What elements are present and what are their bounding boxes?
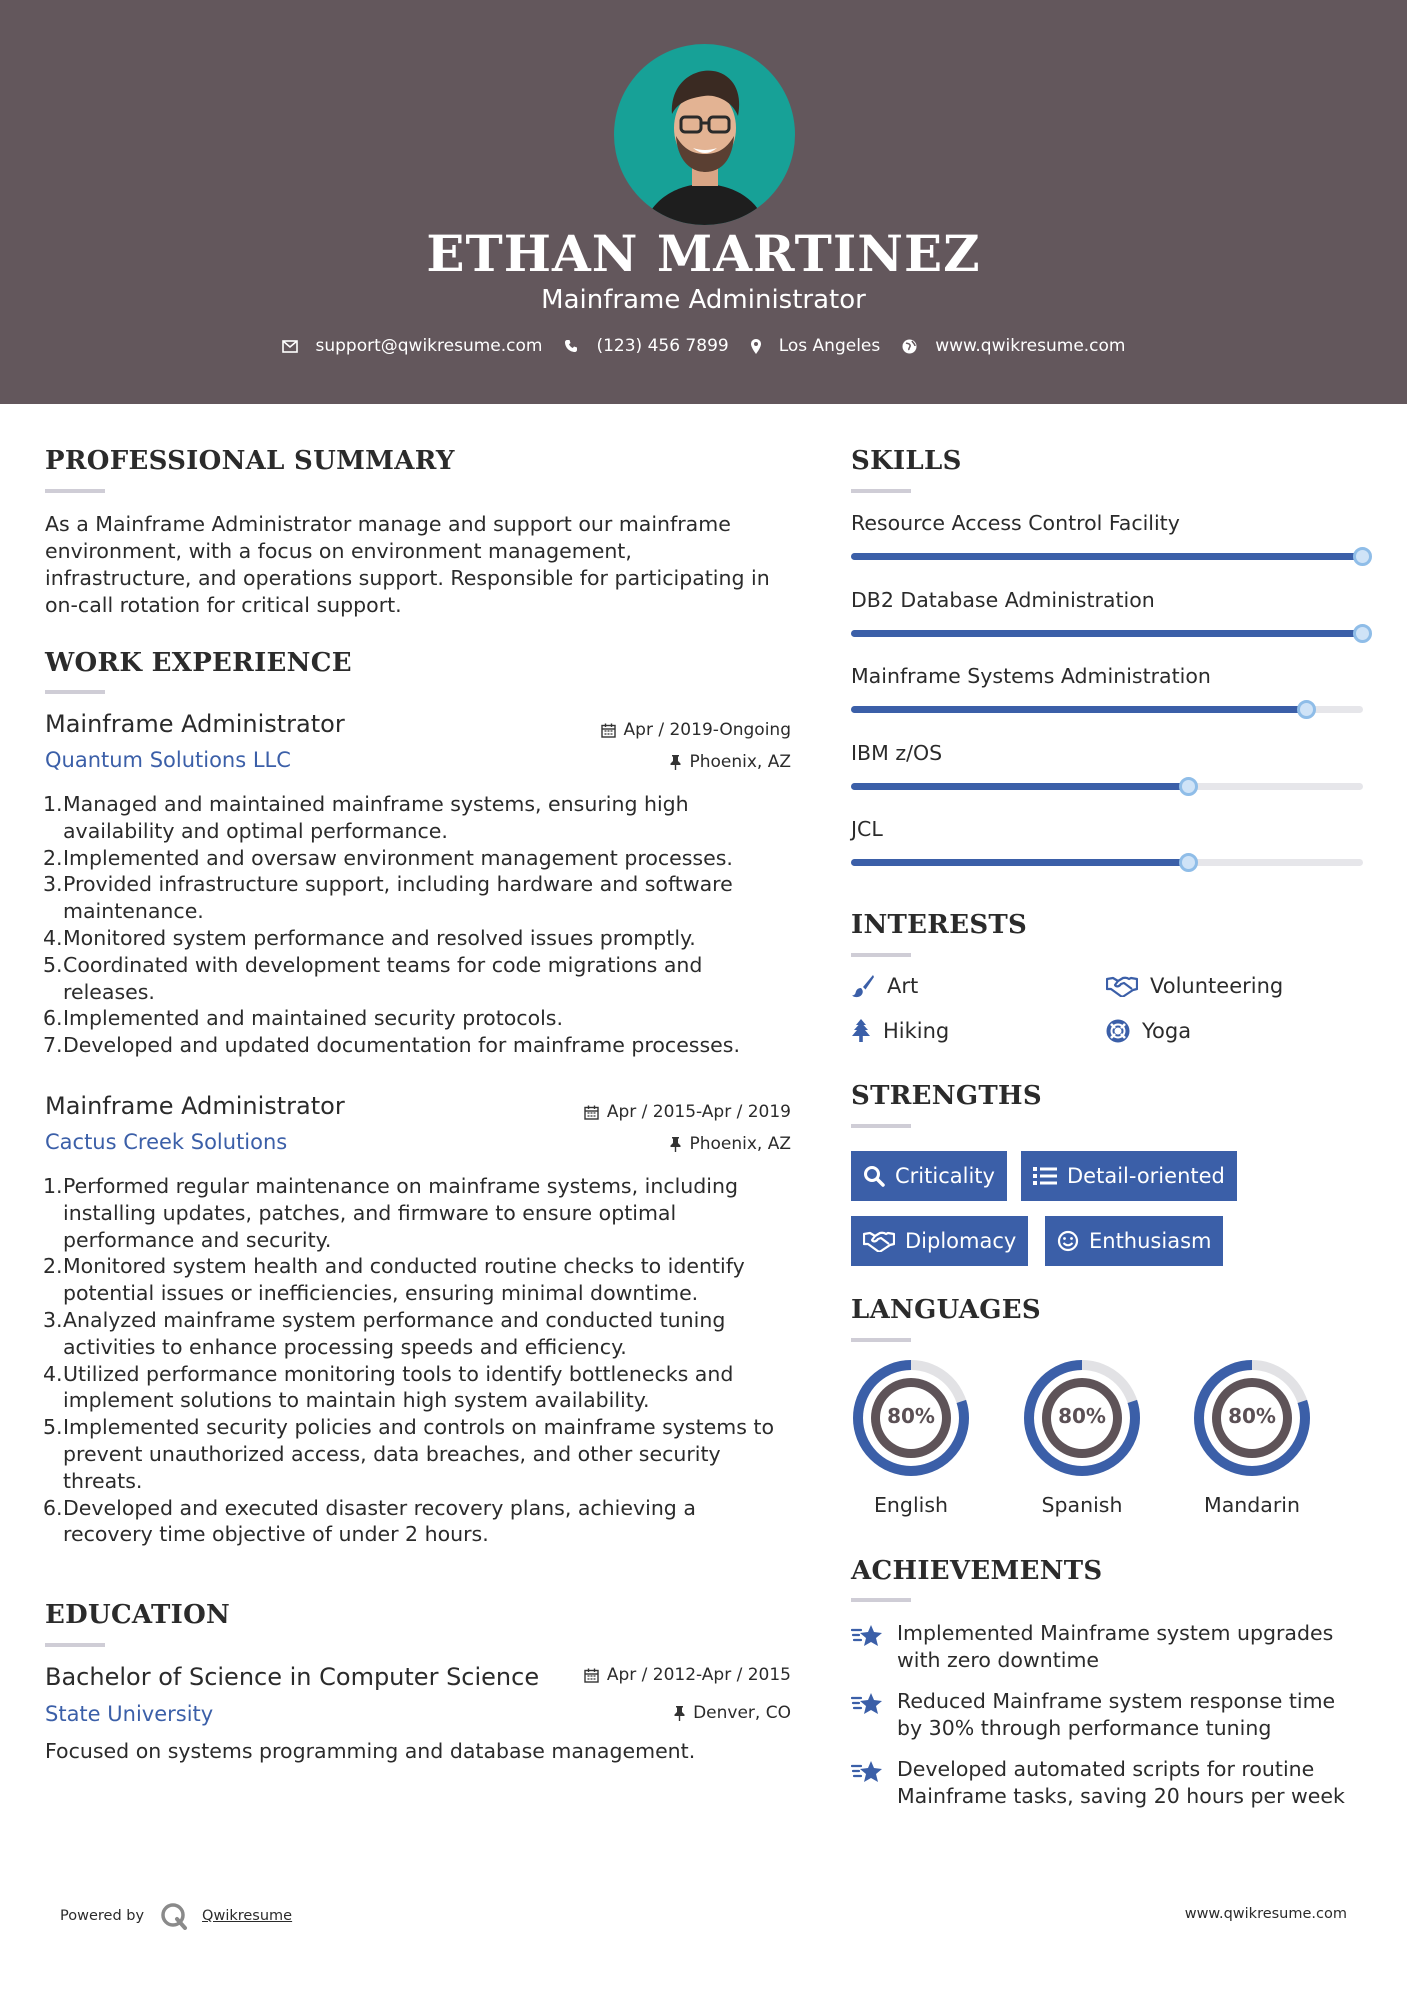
candidate-role: Mainframe Administrator: [541, 285, 866, 315]
powered-by-text: Powered by: [60, 1908, 145, 1924]
list-number: 4.: [43, 925, 63, 950]
skill-label: Mainframe Systems Administration: [851, 664, 1211, 688]
lifering-icon: [1106, 1019, 1130, 1043]
globe-icon: [902, 339, 917, 354]
education-location: [674, 1703, 791, 1723]
email-text: support@qwikresume.com: [315, 336, 543, 356]
handshake-icon: [1106, 975, 1138, 997]
list-line: Utilized performance monitoring tools to identify bottlenecks and: [63, 1361, 734, 1386]
list-icon: [1033, 1166, 1057, 1186]
resume-header: [0, 0, 1407, 404]
list-line: prevent unauthorized access, data breaches, and other security: [63, 1441, 721, 1466]
achievement-text: [897, 1620, 1333, 1674]
strength-label: Enthusiasm: [1089, 1229, 1212, 1253]
skill-bar-knob: [1353, 547, 1372, 566]
list-item: [45, 791, 785, 845]
school-name: State University: [45, 1702, 214, 1726]
strengths-heading: STRENGTHS: [851, 1081, 1042, 1111]
strengths-divider: [851, 1124, 911, 1128]
list-line: Developed and executed disaster recovery plans, achieving a: [63, 1495, 696, 1520]
footer-website[interactable]: www.qwikresume.com: [1184, 1906, 1347, 1922]
list-item: [45, 1307, 805, 1361]
interest-label: Yoga: [1142, 1019, 1192, 1043]
list-item: [45, 871, 785, 925]
skill-label: JCL: [851, 817, 883, 841]
achievement-item: [851, 1756, 1371, 1810]
education-heading: EDUCATION: [45, 1600, 231, 1630]
list-number: 1.: [43, 792, 63, 816]
list-number: 6.: [43, 1495, 63, 1520]
list-item: [45, 845, 785, 872]
shooting-star-icon: [851, 1758, 885, 1786]
strength-chip-diplomacy: [851, 1216, 1028, 1266]
skill-bar-knob: [1297, 700, 1316, 719]
smile-icon: [1057, 1230, 1079, 1252]
list-item: [45, 1005, 785, 1032]
list-number: 7.: [43, 1033, 63, 1058]
calendar-icon: [584, 1668, 599, 1683]
profile-photo: [614, 44, 795, 225]
achievement-text: [897, 1756, 1345, 1810]
summary-line: infrastructure, and operations support. Responsible for participating in: [45, 566, 770, 590]
skill-bar-knob: [1179, 777, 1198, 796]
pushpin-icon: [674, 1706, 685, 1721]
list-line: implement solutions to maintain high system availability.: [63, 1388, 650, 1413]
skill-bar-fill: [851, 553, 1363, 560]
language-ring: [850, 1357, 972, 1479]
list-number: 5.: [43, 952, 63, 977]
job-dates-text: Apr / 2019-Ongoing: [623, 720, 791, 740]
achievement-line: by 30% through performance tuning: [897, 1716, 1272, 1740]
interest-item-volunteering: [1106, 974, 1283, 998]
education-note: Focused on systems programming and database management.: [45, 1739, 696, 1763]
list-number: 2.: [43, 845, 63, 870]
education-divider: [45, 1643, 105, 1647]
list-line: maintenance.: [63, 899, 204, 924]
education-location-text: Denver, CO: [693, 1703, 791, 1723]
list-line: activities to enhance processing speeds and efficiency.: [63, 1334, 627, 1359]
list-line: Provided infrastructure support, including hardware and software: [63, 872, 733, 897]
phone-text: (123) 456 7899: [596, 336, 729, 356]
contact-phone[interactable]: [564, 336, 728, 356]
list-line: installing updates, patches, and firmware to ensure optimal: [63, 1200, 677, 1225]
skill-bar: [851, 553, 1363, 560]
job-title: Mainframe Administrator: [45, 710, 345, 738]
language-name: Mandarin: [1204, 1493, 1300, 1517]
contact-bar: [0, 336, 1407, 356]
language-percent: 80%: [1228, 1404, 1276, 1428]
list-number: 4.: [43, 1361, 63, 1386]
interest-label: Volunteering: [1150, 974, 1284, 998]
achievements-divider: [851, 1598, 911, 1602]
language-item: [850, 1357, 972, 1517]
list-line: potential issues or inefficiencies, ensuring minimal downtime.: [63, 1281, 699, 1306]
list-line: Managed and maintained mainframe systems, ensuring high: [63, 792, 689, 816]
skill-bar: [851, 859, 1363, 866]
skill-bar: [851, 706, 1363, 713]
languages-divider: [851, 1338, 911, 1342]
list-item: [45, 952, 785, 1006]
language-name: English: [873, 1493, 949, 1517]
list-line: Analyzed mainframe system performance and conducted tuning: [63, 1307, 726, 1332]
search-icon: [863, 1165, 885, 1187]
skills-divider: [851, 489, 911, 493]
skills-heading: SKILLS: [851, 446, 962, 476]
list-number: 2.: [43, 1254, 63, 1279]
list-line: Monitored system health and conducted routine checks to identify: [63, 1254, 745, 1279]
list-line: performance and security.: [63, 1227, 332, 1252]
strength-label: Detail-oriented: [1067, 1164, 1225, 1188]
language-ring: [1021, 1357, 1143, 1479]
interest-item-yoga: [1106, 1019, 1191, 1043]
list-number: 3.: [43, 1307, 63, 1332]
job-dates-text: Apr / 2015-Apr / 2019: [606, 1102, 791, 1122]
skill-label: Resource Access Control Facility: [851, 511, 1180, 535]
location-text: Los Angeles: [778, 336, 881, 356]
contact-email[interactable]: [282, 336, 543, 356]
qwikresume-link[interactable]: Qwikresume: [202, 1908, 293, 1924]
list-item: [45, 1361, 805, 1415]
list-line: Monitored system performance and resolved issues promptly.: [63, 925, 696, 950]
achievement-line: Mainframe tasks, saving 20 hours per week: [897, 1784, 1345, 1808]
list-number: 6.: [43, 1006, 63, 1031]
job-location: [670, 752, 791, 772]
candidate-name: ETHAN MARTINEZ: [426, 224, 981, 283]
language-percent: 80%: [887, 1404, 935, 1428]
language-percent: 80%: [1058, 1404, 1106, 1428]
list-line: recovery time objective of under 2 hours.: [63, 1522, 489, 1547]
skill-bar-knob: [1179, 853, 1198, 872]
skill-bar-fill: [851, 859, 1189, 866]
shooting-star-icon: [851, 1622, 885, 1650]
language-ring: [1191, 1357, 1313, 1479]
summary-line: As a Mainframe Administrator manage and support our mainframe: [45, 512, 731, 536]
list-item: [45, 1173, 805, 1253]
strength-chip-detail-oriented: [1021, 1151, 1237, 1201]
list-line: releases.: [63, 979, 155, 1004]
achievement-item: [851, 1620, 1371, 1674]
achievement-line: Reduced Mainframe system response time: [897, 1689, 1336, 1713]
job-location-text: Phoenix, AZ: [689, 1134, 791, 1154]
summary-heading: PROFESSIONAL SUMMARY: [45, 446, 455, 476]
list-item: [45, 925, 785, 952]
interest-label: Hiking: [883, 1019, 950, 1043]
degree-title: Bachelor of Science in Computer Science: [45, 1663, 540, 1691]
summary-line: environment, with a focus on environment management,: [45, 539, 632, 563]
strength-chip-criticality: [851, 1151, 1007, 1201]
education-dates-text: Apr / 2012-Apr / 2015: [606, 1665, 791, 1685]
interest-item-art: [851, 974, 918, 998]
job-location-text: Phoenix, AZ: [689, 752, 791, 772]
pushpin-icon: [670, 1137, 681, 1152]
education-dates: [584, 1665, 791, 1685]
skill-bar: [851, 630, 1363, 637]
language-item: [1021, 1357, 1143, 1517]
job-location: [670, 1134, 791, 1154]
job-dates: [601, 720, 791, 740]
list-line: availability and optimal performance.: [63, 818, 448, 843]
list-item: [45, 1032, 785, 1059]
languages-heading: LANGUAGES: [851, 1295, 1041, 1325]
website-text: www.qwikresume.com: [935, 336, 1126, 356]
achievements-heading: ACHIEVEMENTS: [851, 1556, 1103, 1586]
skill-bar-fill: [851, 706, 1307, 713]
calendar-icon: [601, 723, 616, 738]
skill-bar: [851, 783, 1363, 790]
interest-label: Art: [887, 974, 919, 998]
summary-divider: [45, 489, 105, 493]
list-line: Coordinated with development teams for code migrations and: [63, 952, 703, 977]
interests-divider: [851, 953, 911, 957]
list-line: Implemented and oversaw environment management processes.: [63, 845, 733, 870]
achievement-line: Implemented Mainframe system upgrades: [897, 1621, 1334, 1645]
list-item: [45, 1495, 805, 1549]
language-item: [1191, 1357, 1313, 1517]
tree-icon: [851, 1019, 871, 1043]
achievement-item: [851, 1688, 1371, 1742]
company-name: Quantum Solutions LLC: [45, 748, 291, 772]
job-duties-list: [45, 791, 785, 1059]
paintbrush-icon: [851, 974, 875, 998]
job-dates: [584, 1102, 791, 1122]
strength-label: Diplomacy: [905, 1229, 1017, 1253]
experience-divider: [45, 690, 105, 694]
shooting-star-icon: [851, 1690, 885, 1718]
list-number: 3.: [43, 872, 63, 897]
summary-line: on-call rotation for critical support.: [45, 593, 402, 617]
language-name: Spanish: [1041, 1493, 1123, 1517]
skill-label: IBM z/OS: [851, 740, 943, 765]
list-line: Implemented and maintained security protocols.: [63, 1006, 564, 1031]
pushpin-icon: [670, 755, 681, 770]
skill-bar-knob: [1353, 624, 1372, 643]
summary-text: [45, 511, 770, 619]
list-line: Implemented security policies and controls on mainframe systems to: [63, 1415, 774, 1440]
strength-chip-enthusiasm: [1045, 1216, 1223, 1266]
contact-website[interactable]: [902, 336, 1125, 356]
calendar-icon: [584, 1105, 599, 1120]
skill-label: DB2 Database Administration: [851, 587, 1155, 612]
handshake-icon: [863, 1230, 895, 1252]
map-pin-icon: [751, 339, 761, 354]
list-line: threats.: [63, 1468, 143, 1493]
job-title: Mainframe Administrator: [45, 1092, 345, 1120]
list-line: Developed and updated documentation for mainframe processes.: [63, 1033, 740, 1058]
achievement-text: [897, 1688, 1335, 1742]
skill-bar-fill: [851, 630, 1363, 637]
interest-item-hiking: [851, 1019, 949, 1043]
list-line: Performed regular maintenance on mainframe systems, including: [63, 1174, 738, 1198]
achievement-line: with zero downtime: [897, 1648, 1100, 1672]
list-item: [45, 1253, 805, 1307]
company-name: Cactus Creek Solutions: [45, 1130, 288, 1154]
list-number: 5.: [43, 1415, 63, 1440]
job-duties-list: [45, 1173, 805, 1548]
list-item: [45, 1414, 805, 1494]
interests-heading: INTERESTS: [851, 910, 1028, 940]
skill-bar-fill: [851, 783, 1189, 790]
achievement-line: Developed automated scripts for routine: [897, 1757, 1315, 1781]
experience-heading: WORK EXPERIENCE: [45, 648, 352, 678]
qwikresume-logo-icon: [160, 1902, 188, 1930]
envelope-icon: [282, 340, 298, 353]
footer-powered-by: [60, 1902, 292, 1930]
strength-label: Criticality: [895, 1164, 995, 1188]
phone-icon: [564, 339, 578, 353]
list-number: 1.: [43, 1174, 63, 1198]
contact-location: [751, 336, 881, 356]
